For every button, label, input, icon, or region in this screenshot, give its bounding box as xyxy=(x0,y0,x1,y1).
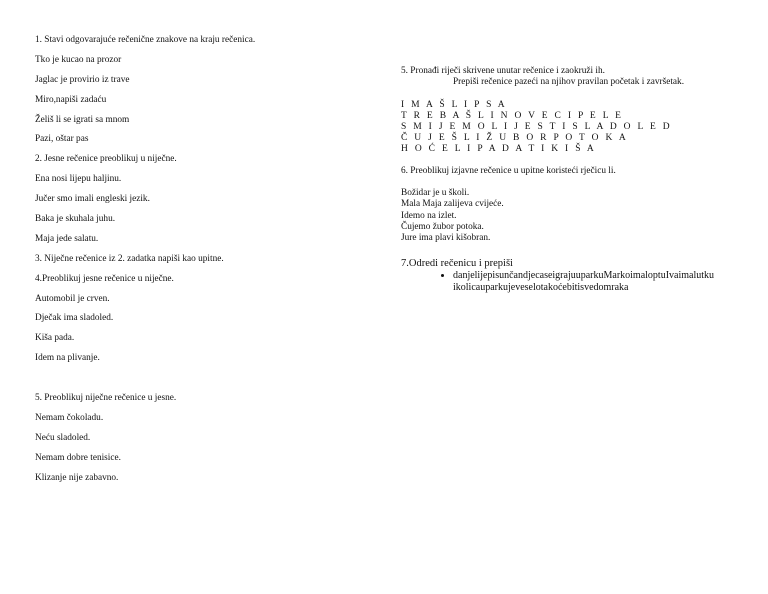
left-column xyxy=(35,33,375,490)
task1-sentence: Pazi, oštar pas xyxy=(35,134,89,145)
task3-heading: 3. Niječne rečenice iz 2. zadatka napiši kao upitne. xyxy=(35,253,224,264)
task7-heading: 7.Odredi rečenicu i prepiši xyxy=(401,258,513,270)
task6-sentence: Jure ima plavi kišobran. xyxy=(401,233,491,244)
task2-sentence: Baka je skuhala juhu. xyxy=(35,214,116,225)
task2-heading: 2. Jesne rečenice preoblikuj u niječne. xyxy=(35,154,177,165)
task5-left-sentence: Nemam čokoladu. xyxy=(35,412,104,423)
letter-grid-row: Č U J E Š L I Ž U B O R P O T O K A xyxy=(401,133,628,143)
task5-right-heading: 5. Pronađi riječi skrivene unutar rečenice i zaokruži ih. xyxy=(401,66,605,76)
task1-sentence: Miro,napiši zadaću xyxy=(35,94,107,105)
task1-heading: 1. Stavi odgovarajuće rečenične znakove na kraju rečenica. xyxy=(35,35,256,45)
task6-sentence: Božidar je u školi. xyxy=(401,188,470,198)
task1-sentence: Jaglac je provirio iz trave xyxy=(35,74,130,85)
letter-grid xyxy=(401,100,751,155)
task2-sentence: Maja jede salatu. xyxy=(35,233,99,244)
task6-sentence-list xyxy=(401,188,751,244)
task5-left-sentence: Klizanje nije zabavno. xyxy=(35,472,119,483)
task7-list xyxy=(401,270,751,294)
task6-sentence: Idemo na izlet. xyxy=(401,210,457,221)
task4-sentence: Automobil je crven. xyxy=(35,293,110,304)
letter-grid-row: H O Ć E L I P A D A T I K I Š A xyxy=(401,144,597,154)
task4-sentence: Dječak ima sladoled. xyxy=(35,313,114,324)
letter-grid-row: I M A Š L I P S A xyxy=(401,100,507,110)
task6-sentence: Mala Maja zalijeva cvijeće. xyxy=(401,199,504,210)
task5-left-heading: 5. Preoblikuj niječne rečenice u jesne. xyxy=(35,393,177,404)
letter-grid-row: S M I J E M O L I J E S T I S L A D O L E D xyxy=(401,122,672,132)
task5-left-sentence: Nemam dobre tenisice. xyxy=(35,452,121,463)
task2-sentence: Ena nosi lijepu haljinu. xyxy=(35,174,122,185)
task4-heading: 4.Preoblikuj jesne rečenice u niječne. xyxy=(35,273,174,284)
task7-bullet-text: • danjelijepisunčandjecaseigrajuuparkuMarkoimaloptuIvaimalutku ikolicauparkujeveselotakoćebitisvedomraka xyxy=(453,270,751,294)
task1-sentence: Tko je kucao na prozor xyxy=(35,54,122,65)
task6-heading: 6. Preoblikuj izjavne rečenice u upitne koristeći rječicu li. xyxy=(401,166,616,176)
task5-left-sentence: Neću sladoled. xyxy=(35,432,91,443)
right-column xyxy=(401,66,751,294)
task7-section xyxy=(401,258,751,294)
task6-sentence: Čujemo žubor potoka. xyxy=(401,221,484,232)
task4-sentence: Idem na plivanje. xyxy=(35,353,100,364)
task5-right-subheading: Prepiši rečenice pazeći na njihov pravilan početak i završetak. xyxy=(453,77,685,87)
blank-line xyxy=(35,371,375,391)
task4-sentence: Kiša pada. xyxy=(35,333,75,344)
letter-grid-row: T R E B A Š L I N O V E C I P E L E xyxy=(401,111,624,121)
task2-sentence: Jučer smo imali engleski jezik. xyxy=(35,194,150,205)
task1-sentence: Želiš li se igrati sa mnom xyxy=(35,114,130,125)
